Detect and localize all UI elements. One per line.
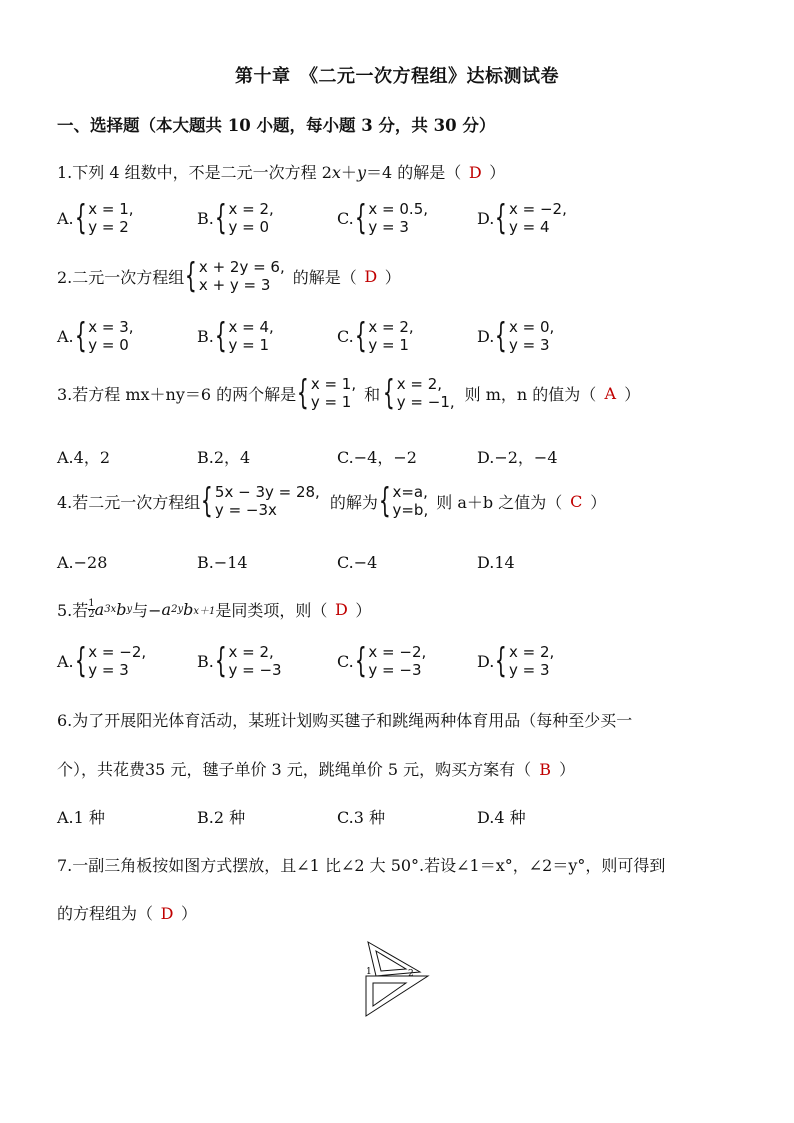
option-d[interactable]: D.14: [477, 553, 515, 572]
option-d[interactable]: D. { x = 2, y = 3: [477, 641, 555, 681]
option-b[interactable]: B.2 种: [197, 808, 246, 827]
option-a[interactable]: A. { x = 3, y = 0: [57, 316, 134, 356]
answer-mark: A: [604, 383, 617, 403]
question-6-line-2: 个），共花费35 元，毽子单价 3 元，跳绳单价 5 元，购买方案有（ B ）: [57, 760, 576, 779]
question-4: 4.若二元一次方程组 { 5x − 3y = 28, y = −3x 的解为 { x=a, y=b, 则 a＋b 之值为（ C ）: [57, 481, 607, 521]
option-b[interactable]: B.−14: [197, 553, 248, 572]
brace-icon: {: [74, 641, 87, 681]
brace-icon: {: [214, 316, 227, 356]
brace-icon: {: [185, 256, 198, 296]
option-a[interactable]: A. { x = −2, y = 3: [57, 641, 147, 681]
page-title: 第十章 《二元一次方程组》达标测试卷: [235, 66, 559, 87]
answer-mark: D: [160, 904, 174, 923]
brace-icon: {: [354, 316, 367, 356]
brace-icon: {: [354, 198, 367, 238]
brace-icon: {: [495, 316, 508, 356]
question-7-line-1: 7.一副三角板按如图方式摆放，且∠1 比∠2 大 50°.若设∠1＝x°，∠2＝y°，则可得到: [57, 856, 666, 875]
option-a[interactable]: A.4，2: [57, 448, 111, 467]
question-6-line-1: 6.为了开展阳光体育活动，某班计划购买毽子和跳绳两种体育用品（每种至少买一: [57, 711, 633, 730]
option-a[interactable]: A.−28: [57, 553, 108, 572]
answer-mark: B: [539, 760, 552, 779]
option-d[interactable]: D.4 种: [477, 808, 526, 827]
answer-mark: D: [364, 266, 378, 286]
angle-2-label: 2: [408, 969, 414, 979]
question-3: 3.若方程 mx＋ny＝6 的两个解是 { x = 1, y = 1 和 { x = 2, y = −1, 则 m，n 的值为（ A ）: [57, 373, 641, 413]
question-1: 1.下列 4 组数中，不是二元一次方程 2x＋y＝4 的解是（ D ）: [57, 163, 506, 182]
angle-1-label: 1: [366, 967, 372, 977]
option-a[interactable]: A. { x = 1, y = 2: [57, 198, 134, 238]
option-b[interactable]: B. { x = 2, y = −3: [197, 641, 282, 681]
option-b[interactable]: B. { x = 2, y = 0: [197, 198, 274, 238]
brace-icon: {: [74, 198, 87, 238]
option-c[interactable]: C. { x = 0.5, y = 3: [337, 198, 429, 238]
section-heading: 一、选择题（本大题共 10 小题，每小题 3 分，共 30 分）: [57, 116, 496, 135]
answer-mark: D: [468, 163, 482, 182]
lower-triangle-inner: [373, 983, 406, 1006]
brace-icon: {: [201, 481, 214, 521]
question-2: 2.二元一次方程组 { x + 2y = 6, x + y = 3 的解是（ D ）: [57, 256, 401, 296]
brace-icon: {: [297, 373, 309, 413]
option-c[interactable]: C.−4: [337, 553, 378, 572]
option-d[interactable]: D.−2，−4: [477, 448, 558, 467]
brace-icon: {: [378, 481, 391, 521]
lower-triangle: [366, 976, 428, 1016]
brace-icon: {: [382, 373, 395, 413]
option-b[interactable]: B. { x = 4, y = 1: [197, 316, 274, 356]
option-a[interactable]: A.1 种: [57, 808, 105, 827]
brace-icon: {: [74, 316, 87, 356]
option-d[interactable]: D. { x = 0, y = 3: [477, 316, 555, 356]
option-b[interactable]: B.2，4: [197, 448, 251, 467]
brace-icon: {: [354, 641, 367, 681]
brace-icon: {: [214, 198, 227, 238]
question-7-line-2: 的方程组为（ D ）: [57, 904, 198, 923]
fraction: $\frac{1}{2}$: [88, 598, 95, 620]
option-c[interactable]: C. { x = −2, y = −3: [337, 641, 427, 681]
brace-icon: {: [214, 641, 227, 681]
option-c[interactable]: C.3 种: [337, 808, 386, 827]
option-c[interactable]: C. { x = 2, y = 1: [337, 316, 414, 356]
answer-mark: C: [570, 491, 583, 511]
question-5: 5.若 $\frac{1}{2}$ a 3x b y 与− a 2y b x＋1 是同类项，则（ D ）: [57, 598, 372, 620]
option-d[interactable]: D. { x = −2, y = 4: [477, 198, 567, 238]
brace-icon: {: [495, 641, 508, 681]
triangle-rulers-figure: [362, 938, 432, 1020]
answer-mark: D: [334, 600, 348, 619]
option-c[interactable]: C.−4，−2: [337, 448, 417, 467]
brace-icon: {: [495, 198, 508, 238]
